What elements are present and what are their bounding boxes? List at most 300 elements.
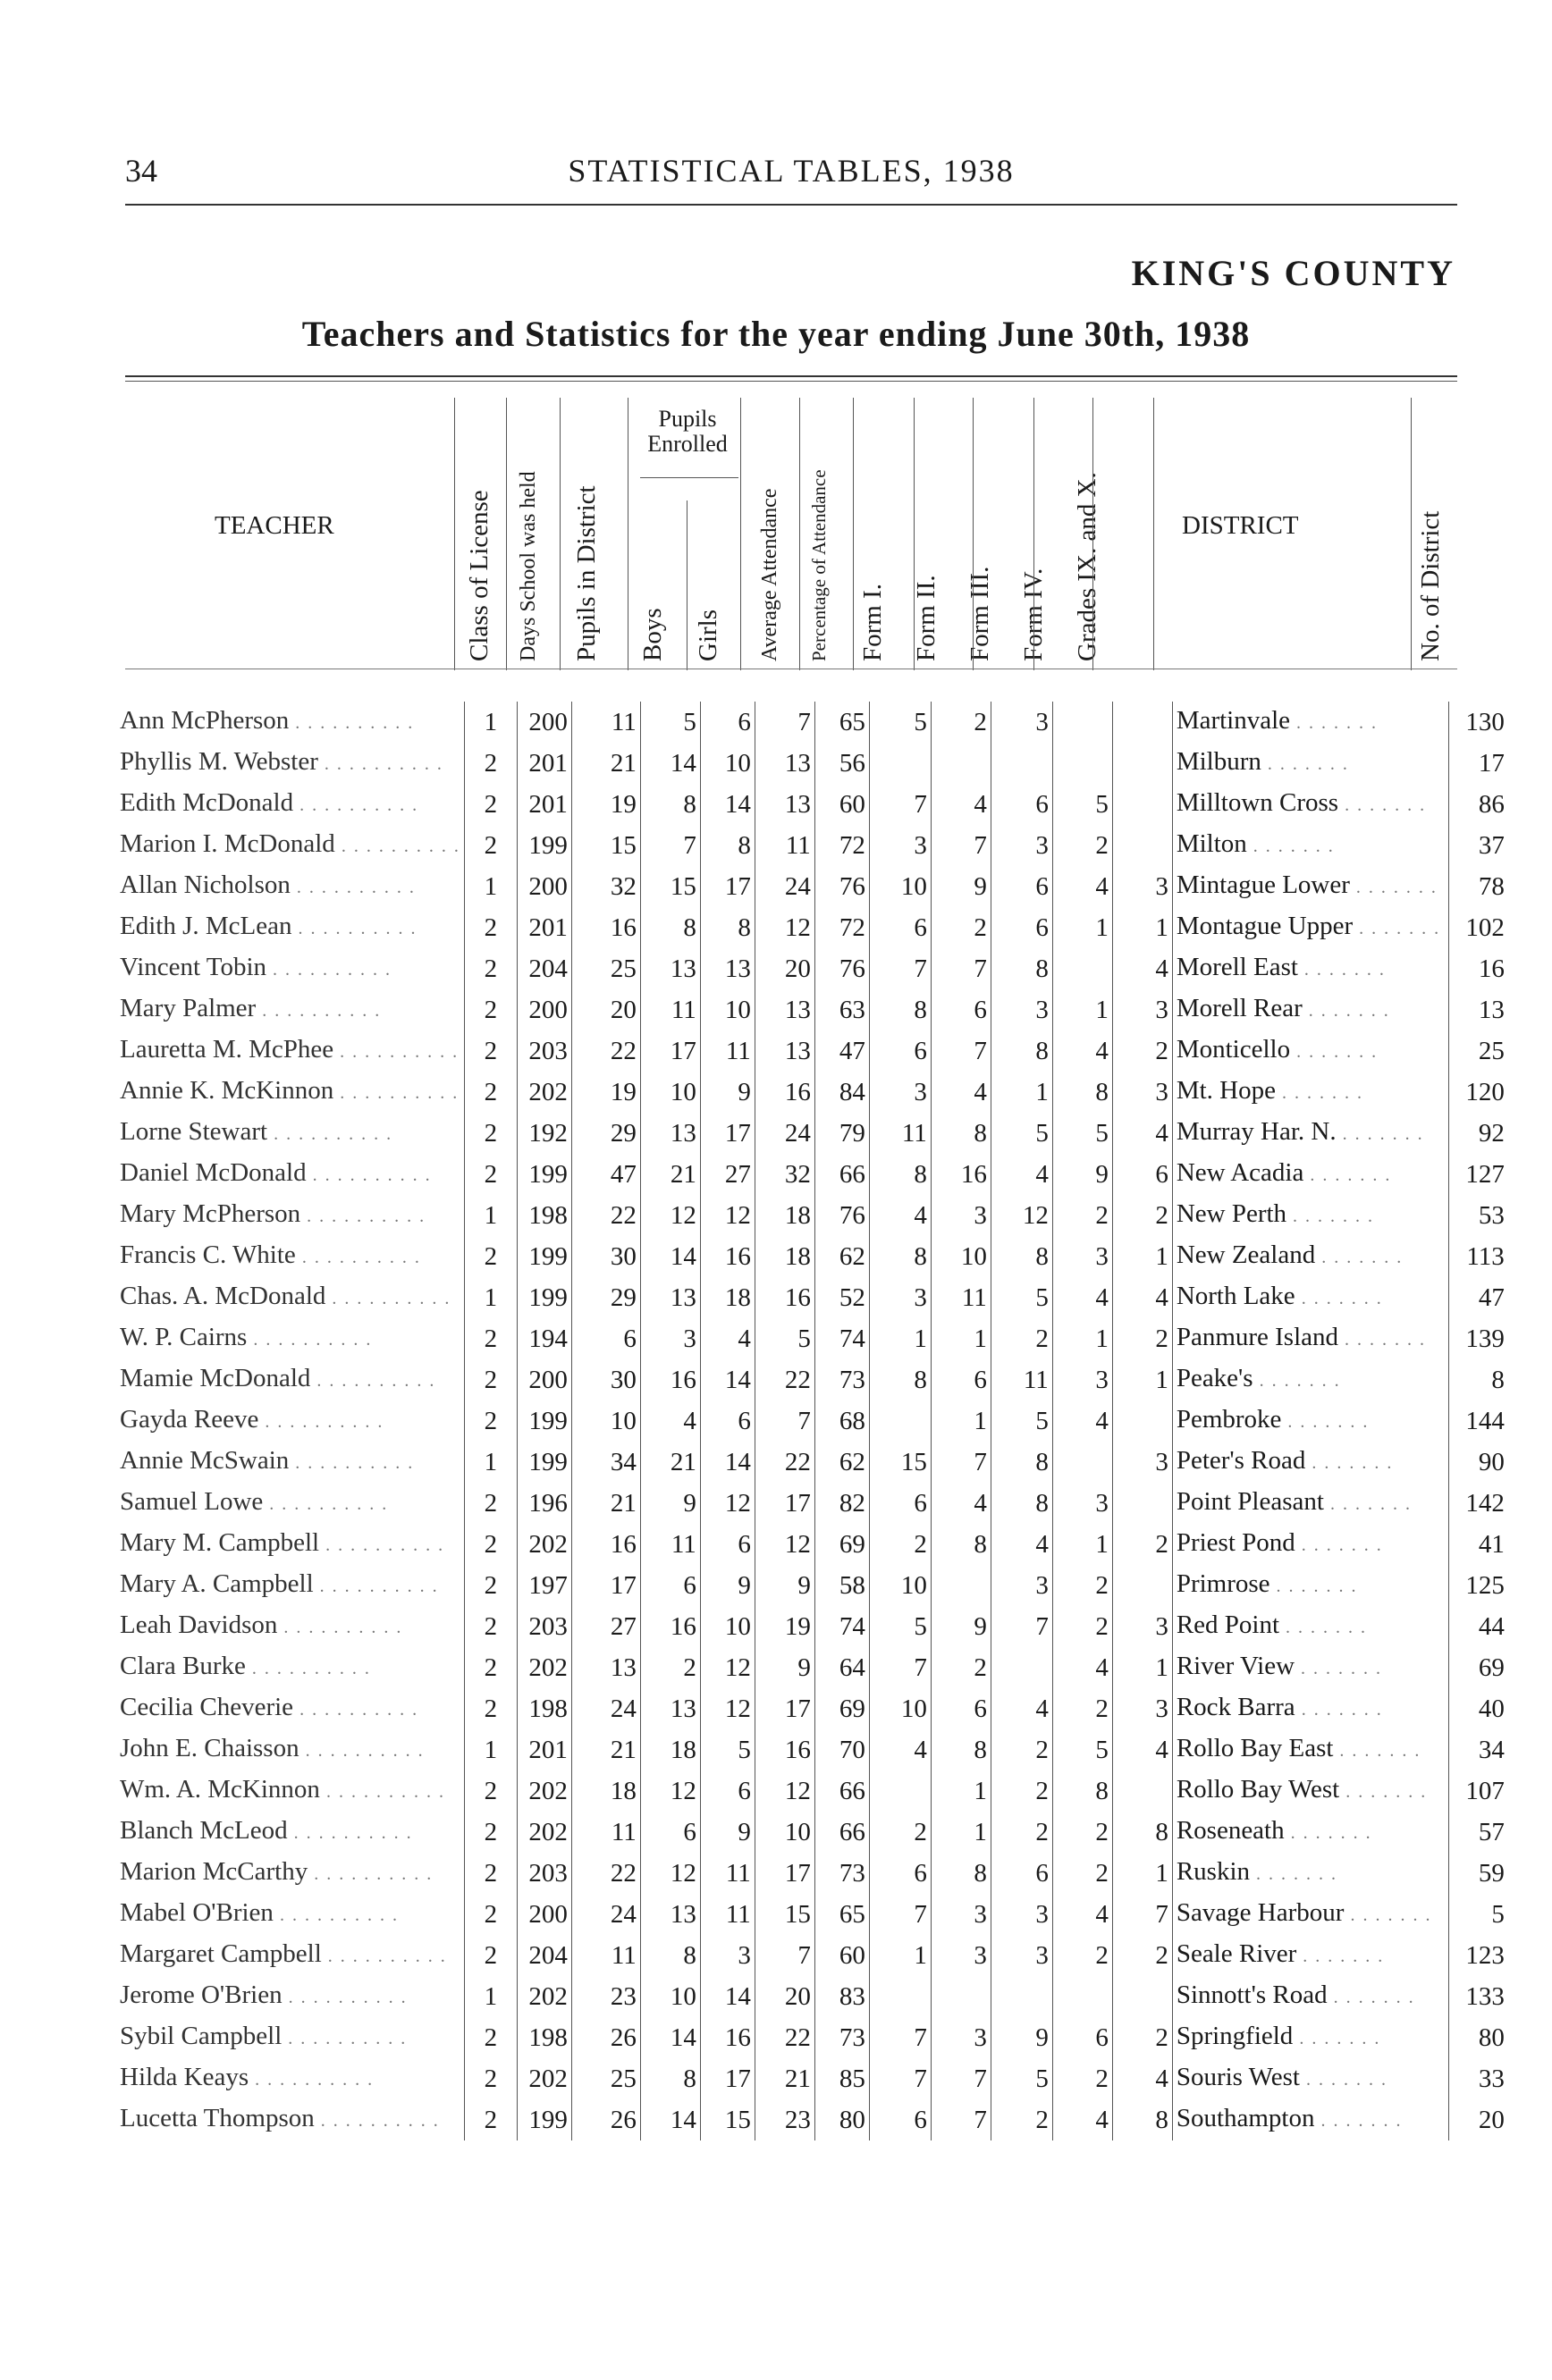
cell-lic: 2 [464, 1812, 517, 1853]
cell-pup: 24 [571, 1688, 640, 1729]
cell-f4: 4 [1052, 1277, 1112, 1318]
cell-f4: 2 [1052, 1812, 1112, 1853]
cell-f3: 3 [991, 702, 1052, 743]
teacher-name-text: Mamie McDonald [120, 1364, 311, 1392]
district-number: 47 [1448, 1277, 1508, 1318]
cell-f3: 8 [991, 1030, 1052, 1072]
leader-dots: . . . . . . . [1315, 1248, 1404, 1267]
district-name [1172, 907, 1448, 948]
teacher-name [116, 1195, 464, 1236]
cell-pct: 65 [814, 1894, 869, 1935]
teacher-name [116, 948, 464, 989]
district-number: 92 [1448, 1113, 1508, 1154]
leader-dots: . . . . . . . . . . [267, 1124, 393, 1144]
leader-dots: . . . . . . . . . . [258, 1412, 384, 1432]
cell-lic: 2 [464, 1606, 517, 1647]
cell-gr: 8 [1112, 1812, 1172, 1853]
cell-f1: 4 [869, 1195, 931, 1236]
cell-pct: 64 [814, 1647, 869, 1688]
cell-days: 199 [517, 1400, 571, 1442]
cell-avg: 20 [755, 1976, 814, 2017]
cell-gr: 3 [1112, 1442, 1172, 1483]
teacher-name-text: Edith McDonald [120, 788, 294, 817]
cell-avg: 18 [755, 1195, 814, 1236]
teacher-name [116, 866, 464, 907]
cell-lic: 2 [464, 1483, 517, 1524]
leader-dots: . . . . . . . . . . [321, 1947, 447, 1966]
header-average-attendance: Average Attendance [758, 488, 781, 661]
cell-f4: 2 [1052, 1688, 1112, 1729]
district-name [1172, 702, 1448, 743]
cell-pct: 60 [814, 784, 869, 825]
leader-dots: . . . . . . . . . . [317, 754, 443, 774]
cell-f3: 8 [991, 1442, 1052, 1483]
table-row [116, 1318, 1508, 1359]
cell-f3: 2 [991, 1770, 1052, 1812]
leader-dots: . . . . . . . . . . [310, 1371, 436, 1391]
district-number: 130 [1448, 702, 1508, 743]
cell-gr: 2 [1112, 2017, 1172, 2058]
district-name-text: Priest Pond [1176, 1528, 1295, 1557]
district-number: 34 [1448, 1729, 1508, 1770]
cell-f2: 7 [931, 948, 991, 989]
district-number: 123 [1448, 1935, 1508, 1976]
cell-boys: 21 [640, 1154, 700, 1195]
leader-dots: . . . . . . . [1314, 2111, 1403, 2131]
cell-f4 [1052, 948, 1112, 989]
cell-avg: 11 [755, 825, 814, 866]
teacher-name [116, 989, 464, 1030]
header-district: DISTRICT [1182, 511, 1299, 540]
cell-gr [1112, 784, 1172, 825]
cell-f3: 8 [991, 948, 1052, 989]
leader-dots: . . . . . . . . . . [256, 1001, 382, 1021]
cell-days: 204 [517, 1935, 571, 1976]
cell-f3: 2 [991, 1729, 1052, 1770]
cell-avg: 18 [755, 1236, 814, 1277]
table-row [116, 1195, 1508, 1236]
district-name-text: Peake's [1176, 1364, 1253, 1392]
cell-avg: 7 [755, 1935, 814, 1976]
cell-lic: 2 [464, 2017, 517, 2058]
teacher-name [116, 1524, 464, 1565]
cell-lic: 1 [464, 1442, 517, 1483]
cell-f4 [1052, 702, 1112, 743]
cell-avg: 22 [755, 1359, 814, 1400]
cell-boys: 17 [640, 1030, 700, 1072]
teacher-name-text: Ann McPherson [120, 706, 290, 735]
cell-f1: 1 [869, 1318, 931, 1359]
cell-days: 200 [517, 1894, 571, 1935]
header-rule [125, 204, 1457, 206]
cell-girls: 6 [700, 1400, 755, 1442]
cell-gr: 2 [1112, 1318, 1172, 1359]
cell-f3: 5 [991, 1400, 1052, 1442]
cell-pup: 29 [571, 1277, 640, 1318]
cell-girls: 9 [700, 1072, 755, 1113]
cell-f2 [931, 743, 991, 784]
cell-f1 [869, 1770, 931, 1812]
cell-lic: 2 [464, 1524, 517, 1565]
header-form-2: Form II. [912, 575, 940, 661]
cell-lic: 2 [464, 1318, 517, 1359]
teacher-name-text: Mary Palmer [120, 994, 257, 1022]
header-percentage-attendance: Percentage of Attendance [808, 469, 830, 661]
cell-boys: 2 [640, 1647, 700, 1688]
cell-pup: 24 [571, 1894, 640, 1935]
cell-lic: 2 [464, 948, 517, 989]
teacher-name [116, 1935, 464, 1976]
cell-avg: 15 [755, 1894, 814, 1935]
cell-pup: 13 [571, 1647, 640, 1688]
header-boys: Boys [638, 608, 667, 661]
district-number: 8 [1448, 1359, 1508, 1400]
cell-pct: 72 [814, 825, 869, 866]
teacher-name-text: Mary M. Campbell [120, 1528, 320, 1557]
cell-lic: 2 [464, 1030, 517, 1072]
cell-avg: 16 [755, 1072, 814, 1113]
cell-lic: 2 [464, 2058, 517, 2099]
cell-gr [1112, 743, 1172, 784]
cell-gr: 2 [1112, 1030, 1172, 1072]
leader-dots: . . . . . . . [1290, 713, 1379, 733]
cell-f3: 2 [991, 2099, 1052, 2140]
teacher-name [116, 2017, 464, 2058]
cell-f1: 3 [869, 1277, 931, 1318]
cell-girls: 3 [700, 1935, 755, 1976]
cell-girls: 10 [700, 1606, 755, 1647]
table-row [116, 1442, 1508, 1483]
teacher-name-text: Allan Nicholson [120, 870, 291, 899]
cell-f2: 6 [931, 1688, 991, 1729]
cell-f3: 5 [991, 1113, 1052, 1154]
header-col-rule [1033, 398, 1034, 670]
table-row [116, 1812, 1508, 1853]
cell-f1: 7 [869, 1647, 931, 1688]
leader-dots: . . . . . . . . . . [306, 1165, 432, 1185]
header-class-of-license: Class of License [465, 490, 493, 661]
cell-f1: 4 [869, 1729, 931, 1770]
cell-f1: 7 [869, 2017, 931, 2058]
cell-boys: 8 [640, 784, 700, 825]
leader-dots: . . . . . . . [1284, 1823, 1372, 1843]
cell-f1: 8 [869, 1236, 931, 1277]
district-number: 144 [1448, 1400, 1508, 1442]
cell-f4: 4 [1052, 2099, 1112, 2140]
teacher-name [116, 1030, 464, 1072]
table-row [116, 1729, 1508, 1770]
cell-days: 199 [517, 1442, 571, 1483]
district-name-text: Mt. Hope [1176, 1076, 1276, 1105]
cell-girls: 16 [700, 1236, 755, 1277]
district-name [1172, 1195, 1448, 1236]
cell-f4 [1052, 1442, 1112, 1483]
cell-days: 200 [517, 989, 571, 1030]
table-row [116, 1770, 1508, 1812]
cell-pct: 66 [814, 1770, 869, 1812]
cell-f2: 9 [931, 866, 991, 907]
cell-girls: 10 [700, 989, 755, 1030]
teacher-name-text: Sybil Campbell [120, 2022, 283, 2050]
cell-lic: 2 [464, 1647, 517, 1688]
cell-avg: 5 [755, 1318, 814, 1359]
cell-avg: 22 [755, 2017, 814, 2058]
cell-pup: 11 [571, 702, 640, 743]
table-row [116, 989, 1508, 1030]
district-number: 86 [1448, 784, 1508, 825]
cell-pct: 73 [814, 1853, 869, 1894]
leader-dots: . . . . . . . . . . [319, 1782, 445, 1802]
cell-f4: 3 [1052, 1236, 1112, 1277]
leader-dots: . . . . . . . [1281, 1412, 1370, 1432]
cell-gr: 2 [1112, 1935, 1172, 1976]
cell-days: 198 [517, 2017, 571, 2058]
cell-f4: 4 [1052, 866, 1112, 907]
cell-pup: 30 [571, 1359, 640, 1400]
cell-pup: 16 [571, 1524, 640, 1565]
cell-girls: 12 [700, 1688, 755, 1729]
cell-girls: 12 [700, 1647, 755, 1688]
teacher-name-text: Gayda Reeve [120, 1405, 259, 1434]
cell-lic: 2 [464, 1113, 517, 1154]
cell-girls: 6 [700, 1524, 755, 1565]
cell-f2: 9 [931, 1606, 991, 1647]
header-col-rule [853, 398, 854, 670]
cell-days: 202 [517, 2058, 571, 2099]
cell-avg: 17 [755, 1688, 814, 1729]
leader-dots: . . . . . . . [1349, 878, 1438, 897]
header-form-3: Form III. [966, 566, 994, 661]
teacher-name [116, 1318, 464, 1359]
cell-pup: 20 [571, 989, 640, 1030]
district-name [1172, 743, 1448, 784]
cell-boys: 11 [640, 989, 700, 1030]
cell-gr: 3 [1112, 1072, 1172, 1113]
cell-gr [1112, 1976, 1172, 2017]
cell-pct: 69 [814, 1524, 869, 1565]
district-name-text: Pembroke [1176, 1405, 1282, 1434]
cell-girls: 14 [700, 1359, 755, 1400]
header-grades-ix-x: Grades IX. and X. [1073, 472, 1101, 661]
district-name [1172, 1113, 1448, 1154]
district-number: 41 [1448, 1524, 1508, 1565]
cell-f3: 3 [991, 1565, 1052, 1606]
district-number: 125 [1448, 1565, 1508, 1606]
district-number: 102 [1448, 907, 1508, 948]
cell-f2: 4 [931, 1483, 991, 1524]
leader-dots: . . . . . . . . . . [308, 1864, 434, 1884]
table-row [116, 1565, 1508, 1606]
running-title: STATISTICAL TABLES, 1938 [568, 153, 1015, 189]
cell-days: 199 [517, 1277, 571, 1318]
cell-boys: 11 [640, 1524, 700, 1565]
cell-boys: 18 [640, 1729, 700, 1770]
cell-pct: 58 [814, 1565, 869, 1606]
cell-avg: 20 [755, 948, 814, 989]
cell-avg: 32 [755, 1154, 814, 1195]
cell-avg: 13 [755, 989, 814, 1030]
table-row [116, 2058, 1508, 2099]
district-name [1172, 1154, 1448, 1195]
cell-days: 202 [517, 1812, 571, 1853]
district-name [1172, 1853, 1448, 1894]
district-name [1172, 1277, 1448, 1318]
cell-f2: 3 [931, 1195, 991, 1236]
cell-boys: 13 [640, 1894, 700, 1935]
running-head [125, 152, 1457, 197]
cell-lic: 1 [464, 702, 517, 743]
district-name [1172, 1688, 1448, 1729]
cell-days: 199 [517, 825, 571, 866]
cell-pct: 73 [814, 2017, 869, 2058]
cell-girls: 17 [700, 866, 755, 907]
header-teacher: TEACHER [215, 511, 334, 540]
cell-girls: 9 [700, 1812, 755, 1853]
teacher-name [116, 702, 464, 743]
cell-avg: 17 [755, 1483, 814, 1524]
cell-boys: 14 [640, 743, 700, 784]
cell-pct: 82 [814, 1483, 869, 1524]
district-name-text: Savage Harbour [1176, 1898, 1345, 1927]
teacher-name [116, 1812, 464, 1853]
cell-pct: 62 [814, 1442, 869, 1483]
district-number: 139 [1448, 1318, 1508, 1359]
header-col-rule [914, 398, 915, 670]
cell-lic: 2 [464, 989, 517, 1030]
leader-dots: . . . . . . . [1253, 1371, 1341, 1391]
cell-girls: 11 [700, 1853, 755, 1894]
cell-avg: 13 [755, 1030, 814, 1072]
district-name-text: Montague Upper [1176, 912, 1354, 940]
cell-pup: 19 [571, 1072, 640, 1113]
teacher-name [116, 1483, 464, 1524]
header-pupils-in-district: Pupils in District [572, 485, 601, 661]
cell-f3: 8 [991, 1483, 1052, 1524]
cell-f4: 4 [1052, 1030, 1112, 1072]
district-name [1172, 2017, 1448, 2058]
cell-f3: 6 [991, 866, 1052, 907]
cell-f2: 8 [931, 1113, 991, 1154]
teacher-name [116, 1853, 464, 1894]
county-heading: KING'S COUNTY [1131, 253, 1455, 293]
cell-f3: 5 [991, 2058, 1052, 2099]
cell-f4: 1 [1052, 1318, 1112, 1359]
cell-f2: 1 [931, 1770, 991, 1812]
district-name-text: Rock Barra [1176, 1693, 1295, 1721]
leader-dots: . . . . . . . . . . [289, 713, 415, 733]
cell-f1: 11 [869, 1113, 931, 1154]
cell-days: 200 [517, 1359, 571, 1400]
cell-days: 202 [517, 1647, 571, 1688]
teachers-table-body [116, 702, 1508, 2140]
cell-girls: 17 [700, 1113, 755, 1154]
district-name-text: New Perth [1176, 1199, 1287, 1228]
cell-f2: 7 [931, 1030, 991, 1072]
table-row [116, 1030, 1508, 1072]
cell-girls: 5 [700, 1729, 755, 1770]
district-number: 17 [1448, 743, 1508, 784]
cell-days: 197 [517, 1565, 571, 1606]
leader-dots: . . . . . . . [1338, 795, 1427, 815]
teacher-name [116, 743, 464, 784]
teacher-name-text: Mabel O'Brien [120, 1898, 274, 1927]
district-number: 25 [1448, 1030, 1508, 1072]
cell-gr [1112, 1565, 1172, 1606]
cell-pct: 85 [814, 2058, 869, 2099]
cell-girls: 8 [700, 907, 755, 948]
district-name [1172, 2099, 1448, 2140]
cell-days: 200 [517, 702, 571, 743]
teacher-name-text: Blanch McLeod [120, 1816, 288, 1845]
cell-avg: 7 [755, 702, 814, 743]
table-row [116, 743, 1508, 784]
header-col-rule [560, 398, 561, 670]
cell-boys: 13 [640, 1113, 700, 1154]
teacher-name-text: Leah Davidson [120, 1610, 278, 1639]
cell-boys: 9 [640, 1483, 700, 1524]
cell-pup: 23 [571, 1976, 640, 2017]
table-row [116, 2017, 1508, 2058]
cell-girls: 6 [700, 1770, 755, 1812]
leader-dots: . . . . . . . [1327, 1988, 1415, 2007]
leader-dots: . . . . . . . [1333, 1741, 1421, 1761]
cell-f4: 5 [1052, 784, 1112, 825]
district-name [1172, 1359, 1448, 1400]
teacher-name-text: Lucetta Thompson [120, 2104, 315, 2132]
leader-dots: . . . . . . . . . . [282, 1988, 408, 2007]
leader-dots: . . . . . . . [1344, 1905, 1432, 1925]
cell-f1: 8 [869, 1359, 931, 1400]
district-name [1172, 1894, 1448, 1935]
table-row [116, 784, 1508, 825]
district-name [1172, 825, 1448, 866]
cell-f2: 8 [931, 1853, 991, 1894]
leader-dots: . . . . . . . . . . [295, 1248, 421, 1267]
teacher-name-text: Edith J. McLean [120, 912, 292, 940]
cell-f1: 7 [869, 948, 931, 989]
cell-f4: 2 [1052, 1935, 1112, 1976]
cell-f1 [869, 1976, 931, 2017]
leader-dots: . . . . . . . [1286, 1207, 1375, 1226]
district-name-text: Panmure Island [1176, 1323, 1339, 1351]
teachers-table [116, 702, 1508, 2140]
cell-lic: 1 [464, 866, 517, 907]
teacher-name [116, 1072, 464, 1113]
cell-pup: 25 [571, 948, 640, 989]
cell-avg: 7 [755, 1400, 814, 1442]
leader-dots: . . . . . . . [1296, 1947, 1385, 1966]
district-number: 80 [1448, 2017, 1508, 2058]
district-name-text: River View [1176, 1652, 1295, 1680]
cell-boys: 14 [640, 2017, 700, 2058]
cell-gr: 1 [1112, 1853, 1172, 1894]
cell-pup: 22 [571, 1030, 640, 1072]
teacher-name-text: Annie McSwain [120, 1446, 290, 1475]
cell-f3 [991, 1647, 1052, 1688]
district-name-text: Sinnott's Road [1176, 1981, 1328, 2009]
cell-f1: 2 [869, 1524, 931, 1565]
cell-lic: 2 [464, 1565, 517, 1606]
district-number: 53 [1448, 1195, 1508, 1236]
page-number: 34 [125, 153, 157, 189]
leader-dots: . . . . . . . [1353, 919, 1441, 938]
district-name [1172, 989, 1448, 1030]
teacher-name [116, 1688, 464, 1729]
cell-boys: 15 [640, 866, 700, 907]
cell-f1: 15 [869, 1442, 931, 1483]
cell-f3: 3 [991, 1894, 1052, 1935]
cell-lic: 2 [464, 1154, 517, 1195]
